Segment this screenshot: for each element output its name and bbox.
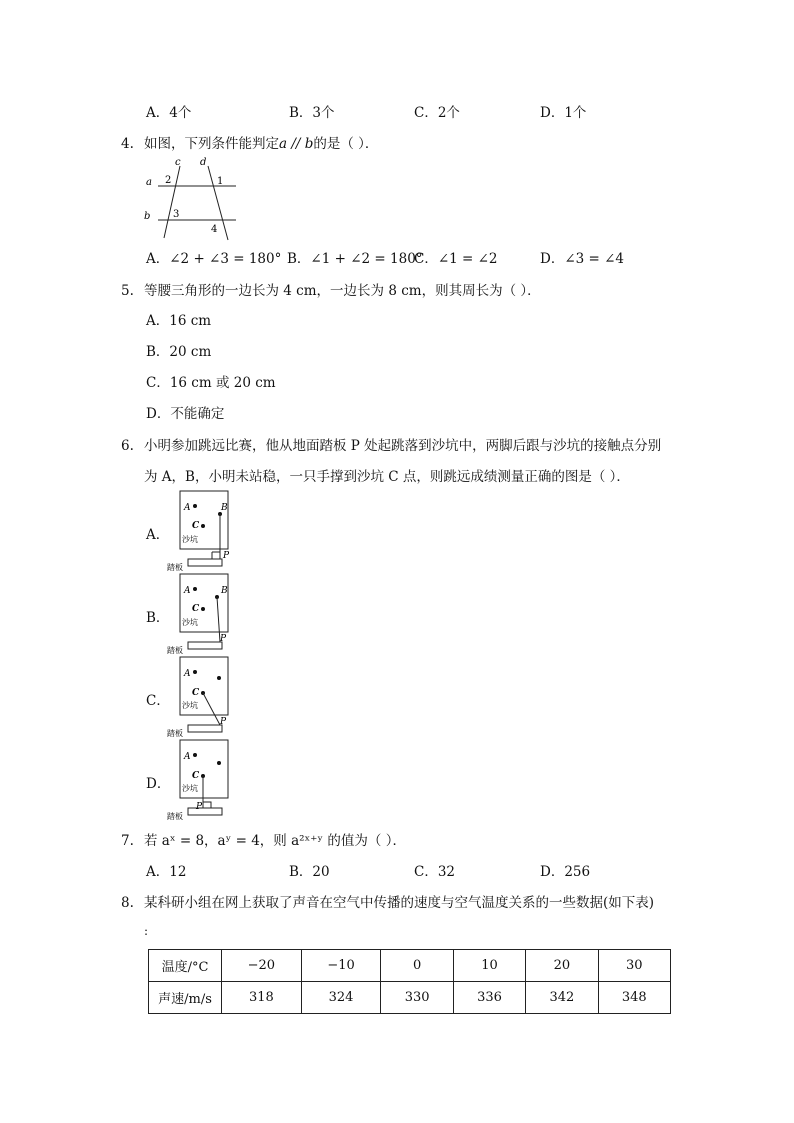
point-a-label: A <box>184 586 191 596</box>
q7-option-b: B．20 <box>289 864 330 880</box>
takeoff-board <box>188 559 222 566</box>
point-a-label: A <box>184 752 191 762</box>
table-cell: 318 <box>222 982 302 1014</box>
point-a <box>193 753 197 757</box>
angle-label-4: 4 <box>211 224 218 235</box>
table-header-cell: 温度/°C <box>149 950 222 982</box>
pit-label: 沙坑 <box>182 784 198 793</box>
q5-option-b: B．20 cm <box>146 344 212 360</box>
q5-number: 5. <box>121 283 134 299</box>
table-cell: 10 <box>453 950 525 982</box>
board-label: 踏板 <box>167 563 183 572</box>
q4-stem-post: 的是（ ）． <box>313 136 379 152</box>
label-b: b <box>144 211 151 222</box>
q3-option-b: B．3个 <box>289 105 335 121</box>
table-cell: 342 <box>526 982 598 1014</box>
point-p-label: P <box>196 802 203 812</box>
q3-option-d: D．1个 <box>540 105 587 121</box>
table-cell: 20 <box>526 950 598 982</box>
point-a-label: A <box>184 503 191 513</box>
q4-stem-math: a // b <box>279 136 314 152</box>
point-b-label: B <box>221 586 228 596</box>
board-label: 踏板 <box>167 812 183 821</box>
angle-label-2: 2 <box>165 175 172 186</box>
point-a <box>193 670 197 674</box>
q4-option-c: C．∠1 = ∠2 <box>414 251 498 267</box>
point-p-label: P <box>220 634 227 644</box>
table-cell: −20 <box>222 950 302 982</box>
measure-line <box>203 693 220 725</box>
table-cell: 30 <box>598 950 670 982</box>
table-cell: 336 <box>453 982 525 1014</box>
pit-label: 沙坑 <box>182 701 198 710</box>
point-c-label: C <box>192 688 200 698</box>
takeoff-board <box>188 725 222 732</box>
point-a <box>193 504 197 508</box>
q7-option-c: C．32 <box>414 864 456 880</box>
q6-option-c-letter: C． <box>146 693 170 709</box>
table-cell: 330 <box>381 982 453 1014</box>
table-row <box>149 982 671 1014</box>
angle-label-3: 3 <box>173 209 180 220</box>
point-c <box>201 607 205 611</box>
q6-number: 6. <box>121 438 134 454</box>
table-header-cell: 声速/m/s <box>149 982 222 1014</box>
table-cell: 324 <box>301 982 381 1014</box>
q7-stem: 若 aˣ = 8，aʸ = 4，则 a²ˣ⁺ʸ 的值为（ ）． <box>144 833 406 849</box>
takeoff-board <box>188 808 222 815</box>
point-a <box>193 587 197 591</box>
q4-number: 4. <box>121 136 134 152</box>
pit-label: 沙坑 <box>182 618 198 627</box>
table-cell: 348 <box>598 982 670 1014</box>
q4-parallel-lines-figure <box>140 156 244 242</box>
label-a: a <box>146 177 152 188</box>
board-label: 踏板 <box>167 729 183 738</box>
q4-stem <box>144 135 378 153</box>
label-d: d <box>200 157 207 168</box>
q3-option-a: A．4个 <box>146 105 192 121</box>
q8-stem: 某科研小组在网上获取了声音在空气中传播的速度与空气温度关系的一些数据(如下表) <box>144 895 655 911</box>
point-a-label: A <box>184 669 191 679</box>
q4-option-d: D．∠3 = ∠4 <box>540 251 625 267</box>
q6-option-a-letter: A． <box>146 527 170 543</box>
q3-option-c: C．2个 <box>414 105 460 121</box>
pit-label: 沙坑 <box>182 535 198 544</box>
board-label: 踏板 <box>167 646 183 655</box>
q5-stem: 等腰三角形的一边长为 4 cm，一边长为 8 cm，则其周长为（ ）． <box>144 283 541 299</box>
q6-figure-a <box>166 490 238 572</box>
q6-option-b-letter: B． <box>146 610 170 626</box>
q6-figure-c <box>166 656 238 738</box>
sound-speed-table <box>148 949 671 1014</box>
q4-option-b: B．∠1 + ∠2 = 180° <box>287 251 423 267</box>
q4-stem-pre: 如图，下列条件能判定 <box>144 136 279 152</box>
point-c <box>201 524 205 528</box>
label-c: c <box>175 157 181 168</box>
q5-option-c: C．16 cm 或 20 cm <box>146 375 276 391</box>
point-b <box>217 761 221 765</box>
q8-number: 8. <box>121 895 134 911</box>
q5-option-a: A．16 cm <box>146 313 212 329</box>
q7-option-a: A．12 <box>146 864 187 880</box>
takeoff-board <box>188 642 222 649</box>
q4-option-a: A．∠2 + ∠3 = 180° <box>146 251 282 267</box>
q6-stem-line2: 为 A，B，小明未站稳，一只手撑到沙坑 C 点，则跳远成绩测量正确的图是（ ）． <box>144 469 630 485</box>
point-p-label: P <box>223 551 230 561</box>
point-c-label: C <box>192 521 200 531</box>
q6-figure-b <box>166 573 238 655</box>
angle-label-1: 1 <box>217 176 224 187</box>
table-cell: −10 <box>301 950 381 982</box>
point-b-label: B <box>221 503 228 513</box>
point-b <box>217 676 221 680</box>
table-cell: 0 <box>381 950 453 982</box>
table-row <box>149 950 671 982</box>
q8-colon: : <box>144 924 149 938</box>
q5-option-d: D．不能确定 <box>146 406 225 422</box>
q6-option-d-letter: D． <box>146 776 171 792</box>
q7-option-d: D．256 <box>540 864 591 880</box>
q6-stem-line1: 小明参加跳远比赛，他从地面踏板 P 处起跳落到沙坑中，两脚后跟与沙坑的接触点分别 <box>144 438 662 454</box>
q6-figure-d <box>166 739 238 821</box>
point-c-label: C <box>192 771 200 781</box>
q7-number: 7. <box>121 833 134 849</box>
point-p-label: P <box>220 717 227 727</box>
point-c-label: C <box>192 604 200 614</box>
